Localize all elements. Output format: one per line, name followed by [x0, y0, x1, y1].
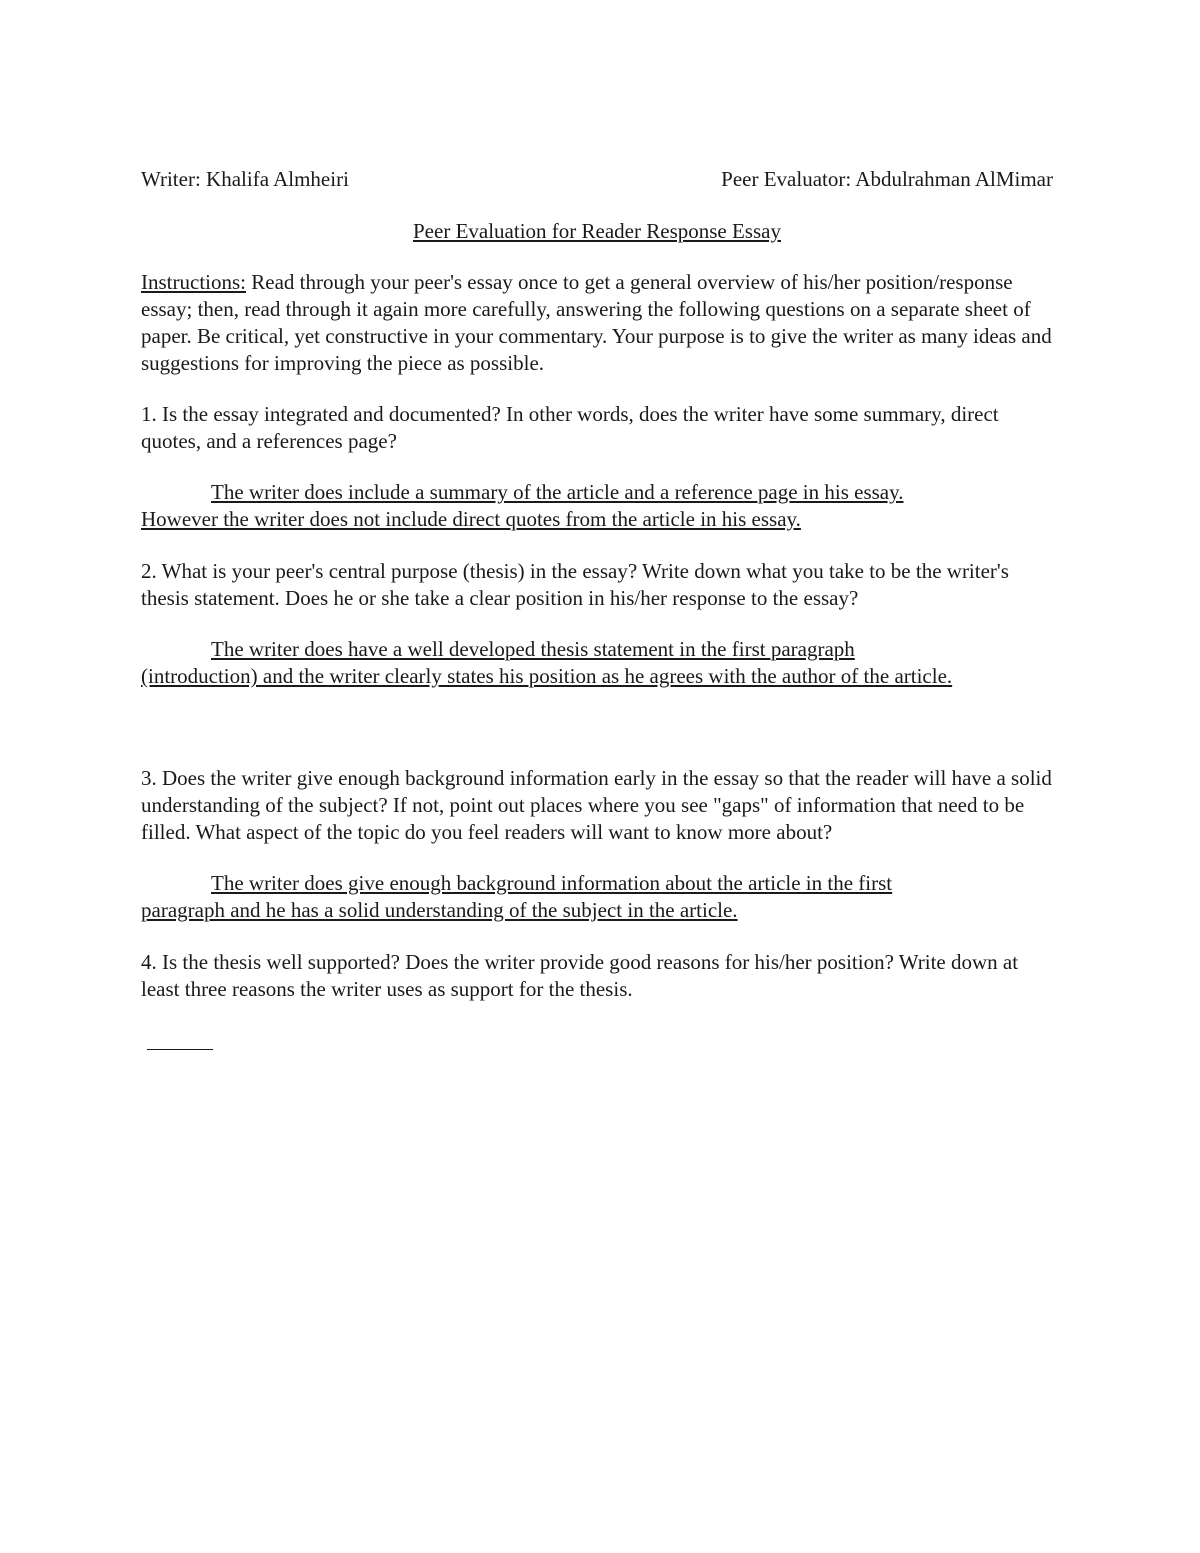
instructions-paragraph [141, 269, 1053, 377]
question-4: 4. Is the thesis well supported? Does the writer provide good reasons for his/her position? Write down at least three reasons the writer uses as support for the thesis. [141, 950, 1019, 1001]
question-2: 2. What is your peer's central purpose (thesis) in the essay? Write down what you take to be the writer's thesis statement. Does he or she take a clear position in his/her response to the essay? [141, 559, 1009, 610]
peer-evaluator-name: Peer Evaluator: Abdulrahman AlMimar [721, 167, 1053, 191]
answer-4-blank-line [147, 1027, 213, 1050]
answer-3-line-1: The writer does give enough background information about the article in the first [211, 871, 893, 895]
question-1: 1. Is the essay integrated and documented? In other words, does the writer have some summary, direct quotes, and a references page? [141, 402, 999, 453]
answer-2-line-2: (introduction) and the writer clearly states his position as he agrees with the author of the article. [141, 664, 953, 688]
answer-2 [141, 636, 1053, 690]
answer-3 [141, 870, 1053, 924]
answer-2-line-1: The writer does have a well developed thesis statement in the first paragraph [211, 637, 855, 661]
document-title: Peer Evaluation for Reader Response Essay [413, 219, 781, 243]
instructions-text: Read through your peer's essay once to get a general overview of his/her position/response essay; then, read through it again more carefully, answering the following questions on a separate sheet of paper. Be critical, yet constructive in your commentary. Your purpose is to give the writer as many ideas and suggestions for improving the piece as possible. [141, 270, 1052, 375]
header-row [141, 166, 1053, 193]
answer-1-line-2: However the writer does not include direct quotes from the article in his essay. [141, 507, 801, 531]
answer-3-line-2: paragraph and he has a solid understanding of the subject in the article. [141, 898, 738, 922]
answer-4 [141, 1027, 1053, 1057]
writer-name: Writer: Khalifa Almheiri [141, 167, 349, 191]
document-page [141, 166, 1053, 1057]
instructions-label: Instructions: [141, 270, 246, 294]
answer-1 [141, 479, 1053, 533]
answer-1-line-1: The writer does include a summary of the article and a reference page in his essay. [211, 480, 904, 504]
question-3: 3. Does the writer give enough background information early in the essay so that the reader will have a solid understanding of the subject? If not, point out places where you see "gaps" of information that need to be filled. What aspect of the topic do you feel readers will want to know more about? [141, 766, 1052, 844]
